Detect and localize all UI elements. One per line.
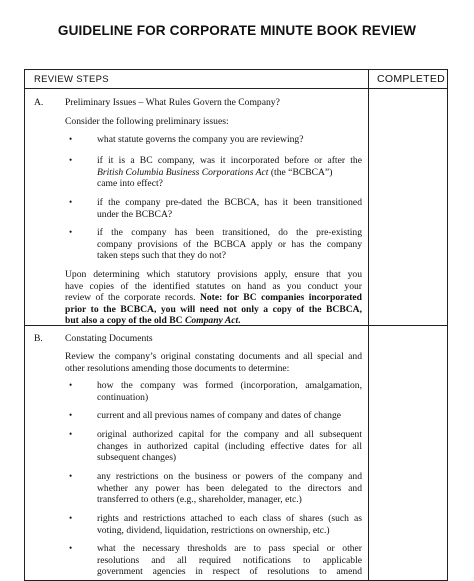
section-a-bullet-1: what statute governs the company you are reviewing?	[97, 134, 304, 145]
section-a-bullet-2-line-2: British Columbia Business Corporations Act (the “BCBCA”)	[97, 166, 333, 178]
section-b-bullet-3-line-1: original authorized capital for the company and all subsequent	[97, 429, 362, 440]
review-table	[24, 69, 448, 581]
bullet-icon: •	[69, 227, 73, 237]
section-a-bullet-3-line-2: under the BCBCA?	[97, 208, 173, 220]
bullet-icon: •	[69, 410, 73, 420]
section-b-bullet-1-line-2: continuation)	[97, 391, 149, 403]
section-b-bullet-1-line-1: how the company was formed (incorporation, amalgamation,	[97, 380, 362, 391]
section-a-bullet-3-line-1: if the company pre-dated the BCBCA, has it been transitioned	[97, 197, 362, 208]
section-a-bullet-4-line-2: company provisions of the BCBCA apply or has the company	[97, 238, 362, 250]
section-b-heading: Constating Documents	[65, 333, 153, 344]
section-a-paragraph-line-5: but also a copy of the old BC Company Act.	[65, 315, 241, 327]
section-a-bullet-4-line-3: taken steps such that they do not?	[97, 250, 226, 262]
section-a-letter: A.	[34, 97, 44, 108]
section-a-bullet-4-line-1: if the company has been transitioned, do the pre-existing	[97, 227, 362, 238]
section-b-bullet-6-line-3: government agencies in respect of resolutions to amend	[97, 566, 362, 578]
section-b-intro-line-2: other resolutions amending those documents to determine:	[65, 362, 290, 374]
section-b-bullet-5-line-2: voting, dividend, liquidation, restrictions on ownership, etc.)	[97, 524, 330, 536]
section-b-bullet-3-line-2: changes in authorized capital (including effective dates for all	[97, 440, 362, 452]
bullet-icon: •	[69, 197, 73, 207]
section-b-intro-line-1: Review the company’s original constating documents and all special and	[65, 351, 362, 362]
bullet-icon: •	[69, 134, 73, 144]
section-a-paragraph-line-1: Upon determining which statutory provisions apply, ensure that you	[65, 269, 362, 280]
column-header-completed: COMPLETED	[377, 73, 446, 85]
section-b-bullet-3-line-3: subsequent changes)	[97, 452, 177, 464]
section-b-bullet-4-line-3: transferred to others (e.g., shareholder, manager, etc.)	[97, 494, 302, 506]
section-a-bullet-2-line-3: came into effect?	[97, 178, 163, 190]
section-b-bullet-4-line-2: whether any power has been delegated to the directors and	[97, 482, 362, 494]
section-a-bullet-2-line-1: if it is a BC company, was it incorporated before or after the	[97, 155, 362, 166]
section-b-letter: B.	[34, 333, 43, 344]
header-divider	[25, 88, 447, 89]
column-header-review-steps: REVIEW STEPS	[34, 74, 109, 85]
section-b-bullet-4-line-1: any restrictions on the business or powers of the company and	[97, 471, 362, 482]
bullet-icon: •	[69, 543, 73, 553]
section-b-bullet-2-line-1: current and all previous names of company and dates of change	[97, 410, 342, 421]
bullet-icon: •	[69, 380, 73, 390]
section-b-bullet-6-line-2: resolutions and all required notifications to applicable	[97, 554, 362, 566]
section-a-intro: Consider the following preliminary issues:	[65, 116, 229, 127]
document-title: GUIDELINE FOR CORPORATE MINUTE BOOK REVIEW	[57, 23, 417, 38]
section-b-bullet-5-line-1: rights and restrictions attached to each class of shares (such as	[97, 513, 362, 524]
bullet-icon: •	[69, 429, 73, 439]
section-a-paragraph-line-4: prior to the BCBCA, you will need not only a copy of the BCBCA,	[65, 303, 362, 315]
bullet-icon: •	[69, 513, 73, 523]
section-a-paragraph-line-3: review of the corporate records. Note: for BC companies incorporated	[65, 292, 362, 304]
section-a-heading: Preliminary Issues – What Rules Govern the Company?	[65, 97, 280, 108]
bullet-icon: •	[69, 155, 73, 165]
section-b-bullet-6-line-1: what the necessary thresholds are to pass special or other	[97, 543, 362, 554]
section-a-paragraph-line-2: have copies of the identified statutes on hand as you conduct your	[65, 280, 362, 292]
bullet-icon: •	[69, 471, 73, 481]
